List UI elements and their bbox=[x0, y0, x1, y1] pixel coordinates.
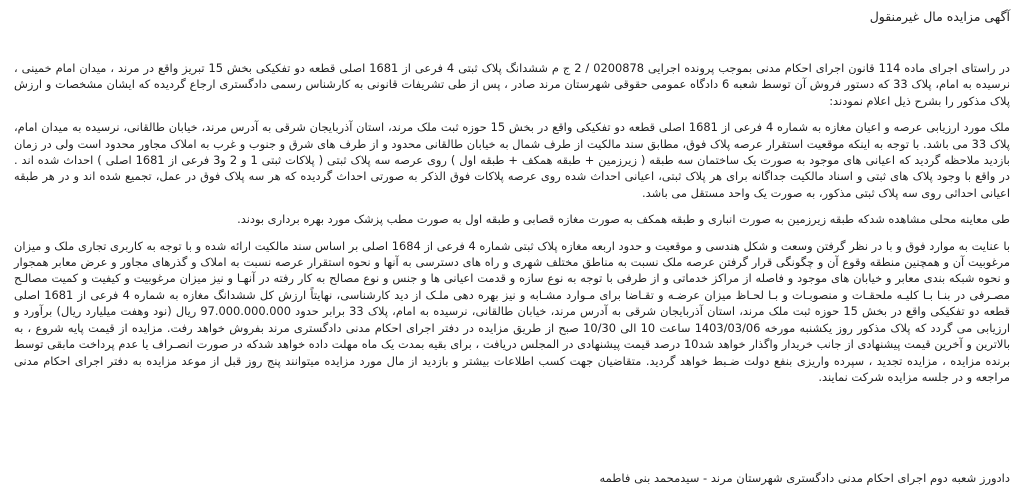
notice-title: آگهی مزایده مال غیرمنقول bbox=[869, 9, 1010, 24]
signature-line: دادورز شعبه دوم اجرای احکام مدنی دادگستری شهرستان مرند - سیدمحمد بنی فاطمه bbox=[599, 471, 1010, 485]
paragraph-execution-reference: در راستای اجرای ماده 114 قانون اجرای احکام مدنی بموجب پرونده اجرایی 0200878 / 2 ج م ششدانگ پلاک ثبتی 4 فرعی از 1681 اصلی قطعه دو تفکیکی بخش 15 تبریز واقع در مرند ، میدان امام خمینی ، نرسیده به امام، پلاک 33 که دستور فروش آن توسط شعبه 6 دادگاه عمومی حقوقی شهرستان مرند صادر ، پس از طی تشریفات قانونی به کارشناس رسمی دادگستری ارجاع گردیده که ایشان مشخصات و ارزش پلاک مذکور را بشرح ذیل اعلام نمودند: bbox=[14, 61, 1010, 108]
paragraph-valuation-and-auction: با عنایت به موارد فوق و با در نظر گرفتن وسعت و شکل هندسی و موقعیت و حدود اربعه مغازه پلاک ثبتی شماره 4 فرعی از 1684 اصلی بر اساس سند مالکیت ارائه شده و با توجه به کاربری تجاری ملک و میزان مرغوبیت آن و همچنین منطقه وقوع آن و چگونگی قرار گرفتن عرصه ملک نسبت به مناطق مختلف شهری و راه های دسترسی به آنها و نحوه استقرار عرصه نسبت به املاک و گذرهای مجاور و عرض معابر همجوار و نحوه شبکه بندی معابر و خیابان های موجود و فاصله از مراکز خدماتی و از طرفی با توجه به نوع سازه و قدمت اعیانی ها و جنس و نوع مصالح به کار رفته در آنهـا و نیز میزان مرغوبیت و کیفیت و کمیت مصالـح مصـرفی در بنـا بـا کلیـه ملحقـات و منصوبـات و بـا لحـاظ میزان عرضـه و تقـاضا برای مـوارد مشـابه و نیز بهره دهی ملـک از دید کارشناسی، نهایتاً ارزش کل ششدانگ مغازه به شماره 4 فرعی از 1681 اصلی قطعه دو تفکیکی واقع در بخش 15 حوزه ثبت ملک مرند، استان آذربایجان شرقی به آدرس مرند، خیابان طالقانی، نرسیده به امام، پلاک 33 برابر حدود 97.000.000.000 ریال (نود وهفت میلیارد ریال) برآورد و ارزیابی می گردد که پلاک مذکور روز یکشنبه مورخه 1403/03/06 ساعت 10 الی 10/30 صبح از طریق مزایده در دفتر اجرای احکام مدنی دادگستری مرند بفروش خواهد رفت. مزایده از قیمت پایه شروع ، به بالاترین و آخرین قیمت پیشنهادی از جانب خریدار واگذار خواهد شد10 درصد قیمت پیشنهادی در المجلس دریافت ، برای بقیه بمدت یک ماه مهلت داده خواهد شدکه در صورت انصـراف یا عدم پرداخت مابقی توسط برنده مزایده ، مزایده تجدید ، سپرده واریزی بنفع دولت ضـبط خواهد گردید. متقاضیان جهت کسب اطلاعات بیشتر و بازدید از مال مورد مزایده میتوانند پنج روز قبل از موعد مزایده به دفتر اجرای احکام مدنی مراجعه و در جلسه مزایده شرکت نمایند. bbox=[14, 238, 1011, 384]
paragraph-site-inspection: طی معاینه محلی مشاهده شدکه طبقه زیرزمین به صورت انباری و طبقه همکف به صورت مغازه قصابی و طبقه اول به صورت مطب پزشک مورد بهره برداری بودند. bbox=[237, 212, 1010, 227]
paragraph-property-description: ملک مورد ارزیابی عرصه و اعیان مغازه به شماره 4 فرعی از 1681 اصلی قطعه دو تفکیکی واقع در بخش 15 حوزه ثبت ملک مرند، استان آذربایجان شرقی به آدرس مرند، خیابان طالقانی، نرسیده به میدان امام، پلاک 33 می باشد. با توجه به اینکه موقعیت استقرار عرصه پلاک فوق، مطابق سند مالکیت از طرف شمال به خیابان طالقانی محدود و از طرف های شرق و جنوب و غرب به املاک مجاور محدود است ولی در زمان بازدید ملاحظه گردید که اعیانی های موجود به صورت یک ساختمان سه طبقه ( زیرزمین + طبقه همکف + طبقه اول ) روی عرصه سه پلاک ثبتی ( پلاکات ثبتی 1 و 2 و3 فرعی از 1681 اصلی ) احداث شده اند . در واقع با وجود پلاک های ثبتی و اسناد مالکیت جداگانه برای هر پلاک ثبتی، اعیانی احداث شده روی عرصه پلاکات فوق الذکر به صورتی احداث گردیده که هر سه پلاک فوق در عمل، تجمیع شده اند و در هر طبقه اعیانی احداثی روی سه پلاک ثبتی مذکور، به صورت یک واحد مستقل می باشد. bbox=[14, 120, 1010, 200]
